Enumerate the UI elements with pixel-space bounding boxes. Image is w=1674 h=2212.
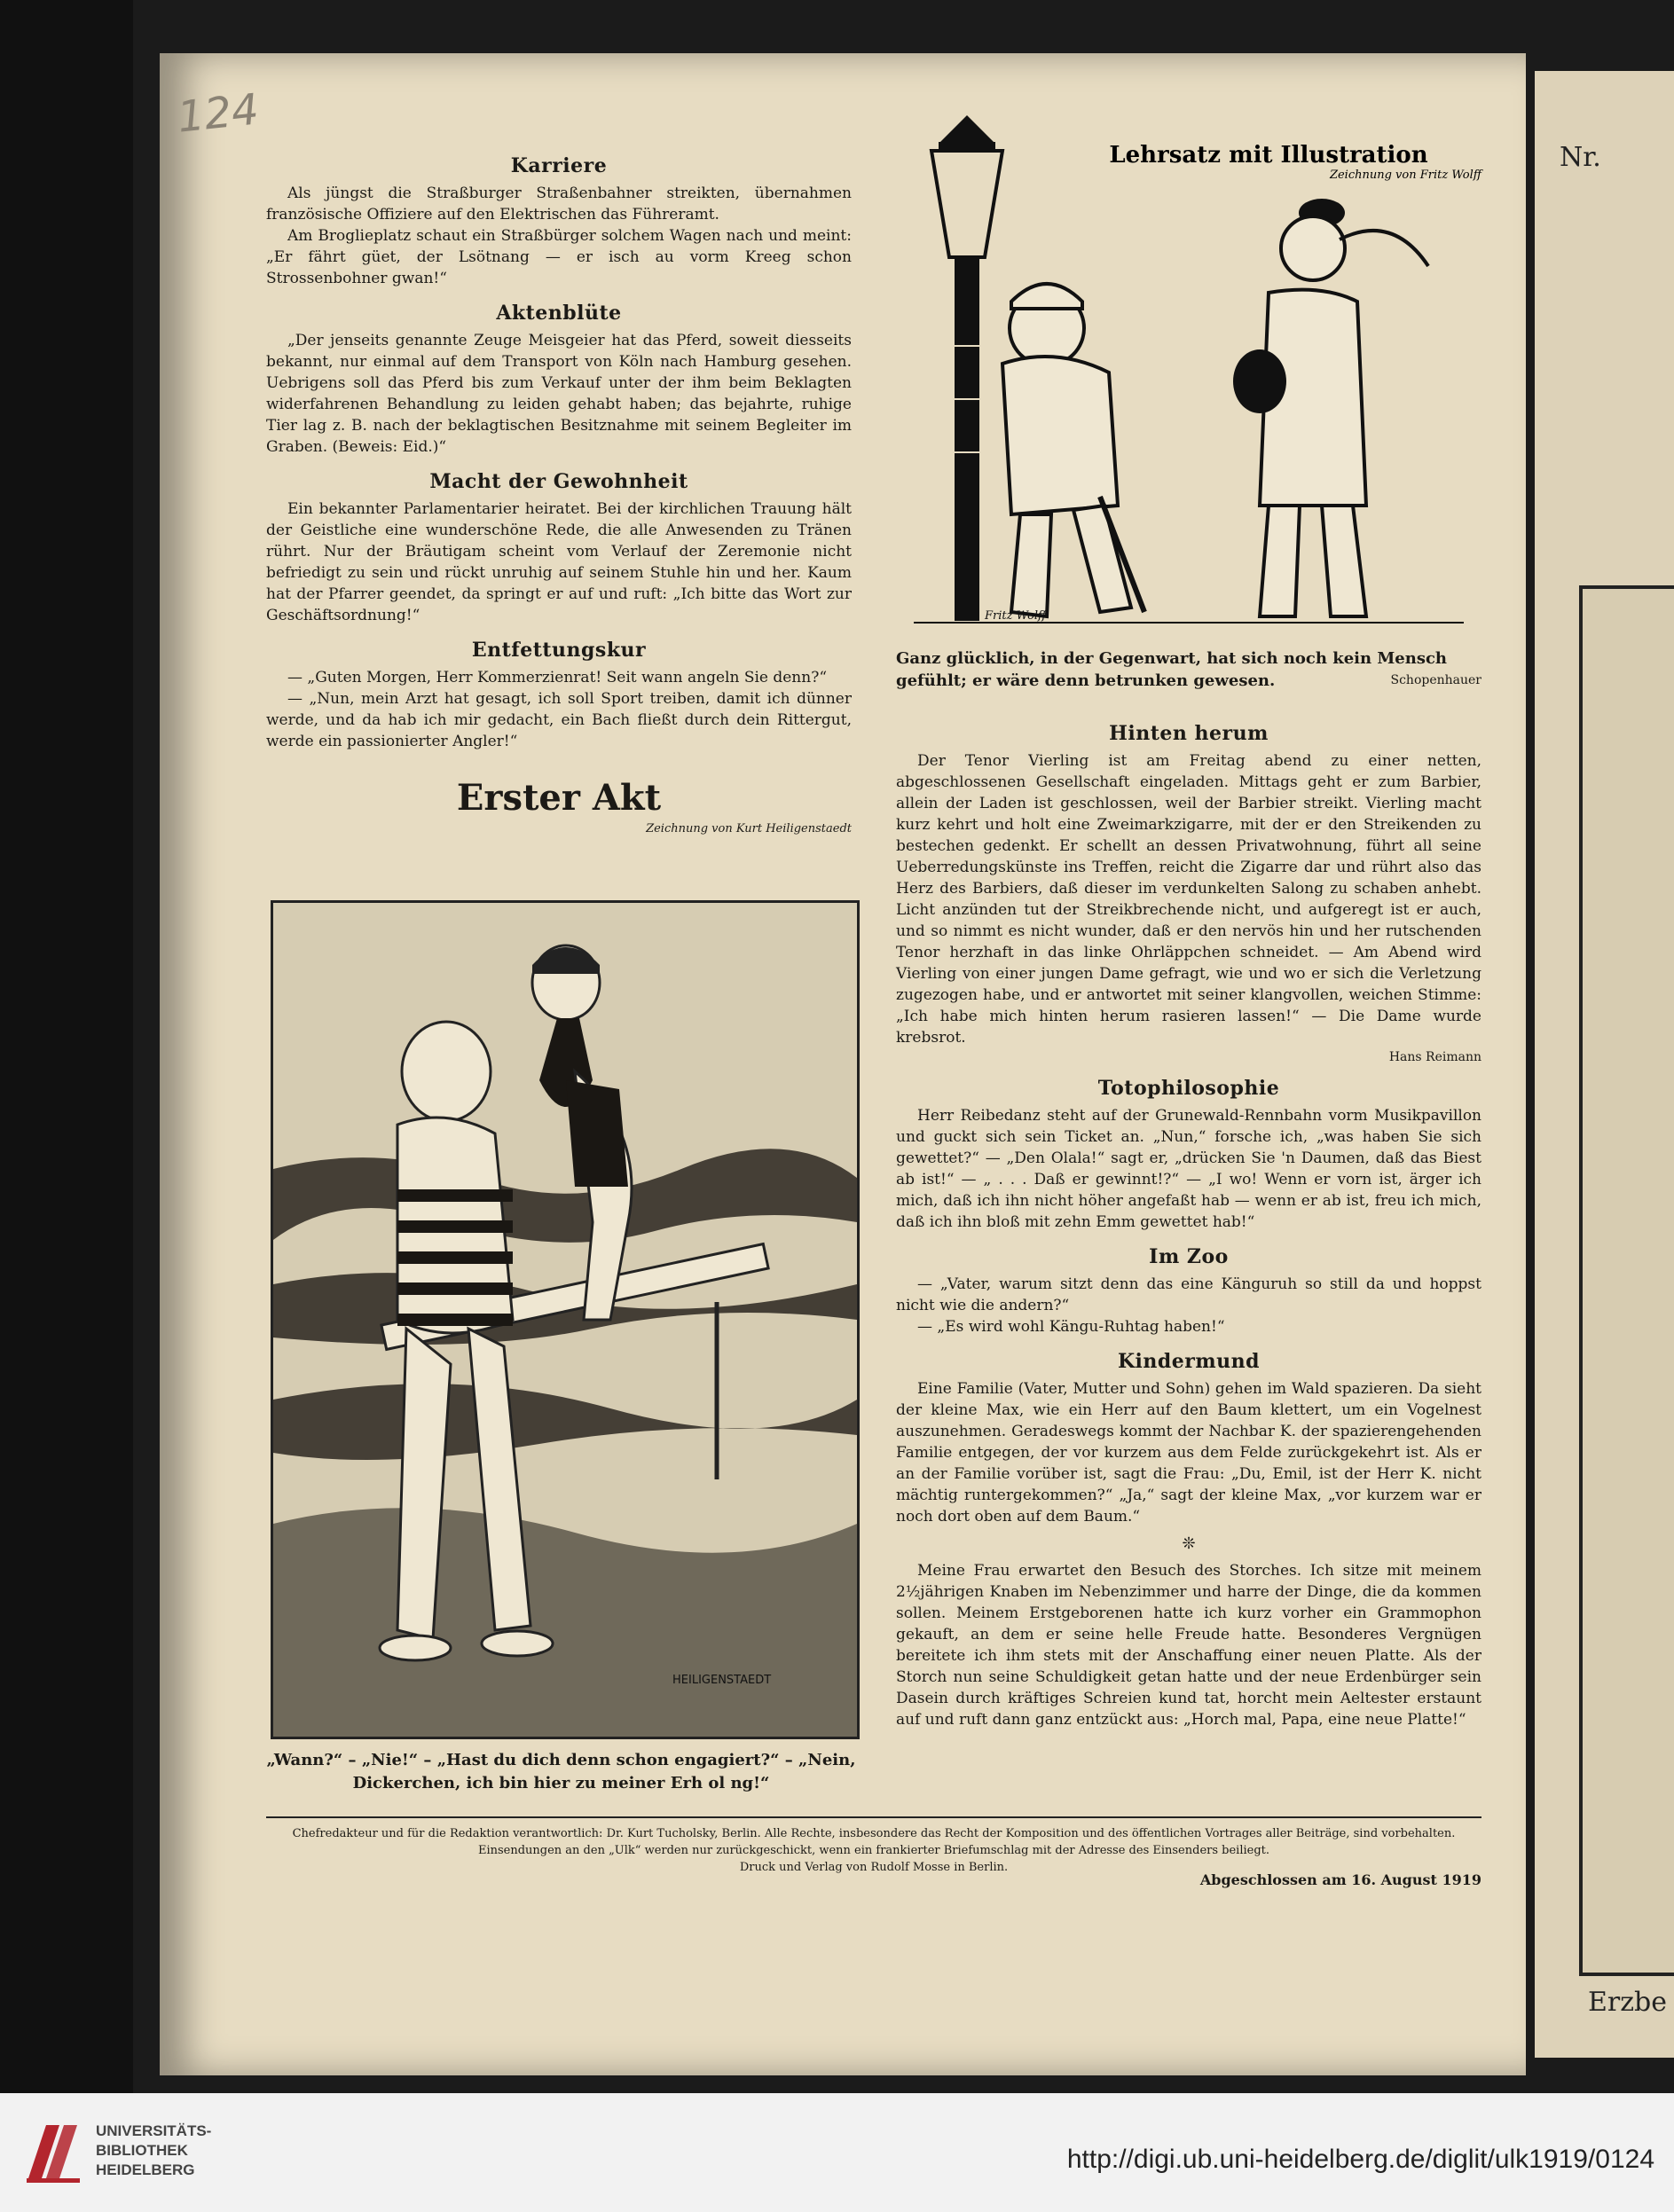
imprint	[266, 1825, 1481, 1876]
library-logo-icon	[20, 2116, 90, 2187]
asterism-divider: ❊	[1182, 1534, 1196, 1553]
next-page-edge	[1535, 71, 1674, 2058]
library-name-line: BIBLIOTHEK	[96, 2142, 188, 2159]
section-title: Aktenblüte	[496, 302, 622, 325]
section-paragraph: Am Broglieplatz schaut ein Straßbürger solchem Wagen nach und meint: „Er fährt güet, der Lsötnang — er isch au vorm Kreeg schon Strossenbohner gwan!“	[266, 227, 852, 287]
section-macht-der-gewohnheit	[266, 470, 852, 626]
permalink-url[interactable]: http://digi.ub.uni-heidelberg.de/diglit/ulk1919/0124	[1066, 2145, 1654, 2174]
bathers-drawing	[273, 903, 857, 1737]
section-paragraph: Als jüngst die Straßburger Straßenbahner streikten, übernahmen französische Offiziere auf den Elektrischen das Führeramt.	[266, 184, 852, 224]
cartoon-title: Lehrsatz mit Illustration	[1109, 142, 1428, 169]
section-paragraph: „Der jenseits genannte Zeuge Meisgeier hat das Pferd, soweit diesseits bekannt, nur einmal auf dem Transport von Köln nach Hamburg gesehen. Uebrigens soll das Pferd bis zum Verkauf unter der ihm beim Beklagten widerfahrenen Behandlung zu leiden gehabt haben; das bejahrte, ruhige Tier lag z. B. nach der beklagtischen Besitznahme mit seinem Begleiter im Graben. (Beweis: Eid.)“	[266, 332, 852, 456]
cartoon-byline: Zeichnung von Fritz Wolff	[1329, 169, 1481, 182]
section-karriere	[266, 154, 852, 289]
section-kindermund	[896, 1350, 1481, 1527]
next-page-illustration	[1579, 585, 1674, 1976]
section-paragraph: Ein bekannter Parlamentarier heiratet. Bei der kirchlichen Trauung hält der Geistliche eine wunderschöne Rede, die alle Anwesenden zu Tränen rührt. Nur der Bräutigam scheint vom Verlauf der Zeremonie nicht befriedigt zu sein und rückt unruhig auf seinem Stuhle hin und her. Kaum hat der Pfarrer geendet, da springt er auf und ruft: „Ich bitte das Wort zur Geschäftsordnung!“	[266, 500, 852, 624]
closing-date: Abgeschlossen am 16. August 1919	[1199, 1871, 1481, 1888]
illustration-signature: Fritz Wolff	[985, 609, 1047, 623]
footer-rule	[266, 1816, 1481, 1818]
library-name-line: UNIVERSITÄTS-	[96, 2122, 212, 2139]
section-paragraph: — „Guten Morgen, Herr Kommerzienrat! Seit wann angeln Sie denn?“	[287, 669, 828, 686]
section-im-zoo	[896, 1245, 1481, 1337]
section-paragraph: — „Es wird wohl Kängu-Ruhtag haben!“	[917, 1318, 1225, 1336]
handwritten-page-number: 124	[175, 84, 262, 143]
section-aktenbluete	[266, 302, 852, 458]
right-cartoon-header	[1056, 142, 1481, 185]
section-title: Hinten herum	[1109, 722, 1269, 745]
next-page-bottom-text: Erzbe	[1588, 1987, 1668, 2018]
section-author: Hans Reimann	[1388, 1050, 1481, 1064]
cartoon-caption	[896, 647, 1481, 692]
caption-text: Ganz glücklich, in der Gegenwart, hat sich noch kein Mensch gefühlt; er wäre denn betrunken gewesen.	[896, 649, 1448, 690]
book-spine	[0, 0, 133, 2093]
section-paragraph: — „Vater, warum sitzt denn das eine Känguruh so still da und hoppst nicht wie die andern?“	[896, 1275, 1481, 1314]
section-title: Kindermund	[1117, 1350, 1261, 1373]
cartoon-title: Erster Akt	[456, 777, 662, 819]
section-title: Macht der Gewohnheit	[429, 470, 688, 493]
caption-source: Schopenhauer	[1390, 673, 1481, 687]
section-paragraph: — „Nun, mein Arzt hat gesagt, ich soll Sport treiben, damit ich dünner werde, und da hab ich mir gedacht, ein Bach fließt durch dein Rittergut, werde ein passionierter Angler!“	[266, 690, 852, 750]
left-column	[266, 142, 852, 839]
section-title: Karriere	[510, 154, 608, 177]
section-title: Totophilosophie	[1097, 1077, 1280, 1100]
section-totophilosophie	[896, 1077, 1481, 1233]
imprint-publisher: Druck und Verlag von Rudolf Mosse in Berlin.	[739, 1861, 1009, 1874]
section-title: Im Zoo	[1149, 1245, 1229, 1268]
section-hinten-herum	[896, 722, 1481, 1064]
library-name	[96, 2122, 211, 2180]
section-title: Entfettungskur	[471, 639, 647, 662]
illustration-signature: HEILIGENSTAEDT	[672, 1674, 772, 1687]
next-page-top-text: Nr.	[1560, 142, 1601, 173]
cartoon-byline: Zeichnung von Kurt Heiligenstaedt	[646, 822, 852, 835]
section-paragraph: Meine Frau erwartet den Besuch des Storches. Ich sitze mit meinem 2½jährigen Knaben im Nebenzimmer und harre der Dinge, die da kommen sollen. Meinem Erstgeborenen hatte ich kurz vorher ein Grammophon gekauft, an dem er seine helle Freude hatte. Besonderes Vergnügen bereitete ich ihm stets mit der Anschaffung einer neuen Platte. Als der Storch nun seine Schuldigkeit getan hatte und der neue Erdenbürger sein Dasein durch kräftiges Schreien kund tat, horcht mein Aeltester erstaunt auf und ruft dann ganz entzückt aus: „Horch mal, Papa, eine neue Platte!“	[896, 1562, 1481, 1729]
section-entfettungskur	[266, 639, 852, 752]
lamppost-drawing	[896, 115, 1481, 639]
imprint-text: Chefredakteur und für die Redaktion verantwortlich: Dr. Kurt Tucholsky, Berlin. Alle Rechte, insbesondere das Recht der Komposition und des öffentlichen Vortrages aller Beiträge, sind vorbehalten. Einsendungen an den „Ulk“ werden nur zurückgeschickt, wenn ein frankierter Briefumschlag mit der Adresse des Einsenders beiliegt.	[292, 1827, 1456, 1857]
cartoon-caption: „Wann?“ – „Nie!“ – „Hast du dich denn schon engagiert?“ – „Nein, Dickerchen, ich bin hier zu meiner Erh ol ng!“	[266, 1751, 856, 1792]
section-paragraph: Der Tenor Vierling ist am Freitag abend zu einer netten, abgeschlossenen Gesellschaft eingeladen. Mittags geht er zum Barbier, allein der Laden ist geschlossen, weil der Barbier streikt. Vierling macht kurz kehrt und holt eine Zweimarkzigarre, mit der er den Streikenden zu bestechen gedenkt. Er schellt an dessen Privatwohnung, führt all seine Ueberredungskünste ins Treffen, reicht die Zigarre dar und rührt also das Herz des Barbiers, daß dieser im verdunkelten Salong zu schaben anhebt. Licht anzünden tut der Streikbrechende nicht, und aufgeregt ist er auch, und so nimmt es nicht wunder, daß er den nervös hin und her rutschenden Tenor herzhaft in das linke Ohrläppchen schneidet. — Am Abend wird Vierling von einer jungen Dame gefragt, wie und wo er sich die Verletzung zugezogen habe, und er antwortet mit seiner klangvollen, weichen Stimme: „Ich habe mich hinten herum rasieren lassen!“ — Die Dame wurde krebsrot.	[896, 752, 1481, 1047]
section-paragraph: Eine Familie (Vater, Mutter und Sohn) gehen im Wald spazieren. Da sieht der kleine Max, wie ein Herr auf den Baum klettert, um ein Vogelnest auszunehmen. Geradeswegs kommt der Nachbar K. der spazierengehenden Familie entgegen, der vor kurzem aus dem Felde zurückgekehrt ist. Als er an der Familie vorüber ist, sagt die Frau: „Du, Emil, ist der Herr K. nicht mächtig runtergekommen?“ „Ja,“ sagt der kleine Max, „vor kurzem war er noch dort oben auf dem Baum.“	[896, 1380, 1481, 1526]
library-name-line: HEIDELBERG	[96, 2161, 195, 2178]
right-column	[896, 710, 1481, 1730]
cartoon-illustration-lehrsatz	[896, 115, 1481, 639]
section-paragraph: Herr Reibedanz steht auf der Grunewald-Rennbahn vorm Musikpavillon und guckt sich sein Ticket an. „Nun,“ forsche ich, „was haben Sie sich gewettet?“ — „Den Olala!“ sagt er, „drücken Sie 'n Daumen, daß das Biest ab ist!“ — „ . . . Daß er gewinnt!?“ — „I wo! Wenn er vorn ist, ärger ich mich, daß ich ihn nicht höher angefaßt hab — wenn er ab ist, freu ich mich, daß ich ihn bloß mit zehn Emm gewettet hab!“	[896, 1107, 1481, 1231]
library-footer-bar	[0, 2093, 1674, 2212]
cartoon-illustration-erster-akt	[271, 900, 860, 1739]
